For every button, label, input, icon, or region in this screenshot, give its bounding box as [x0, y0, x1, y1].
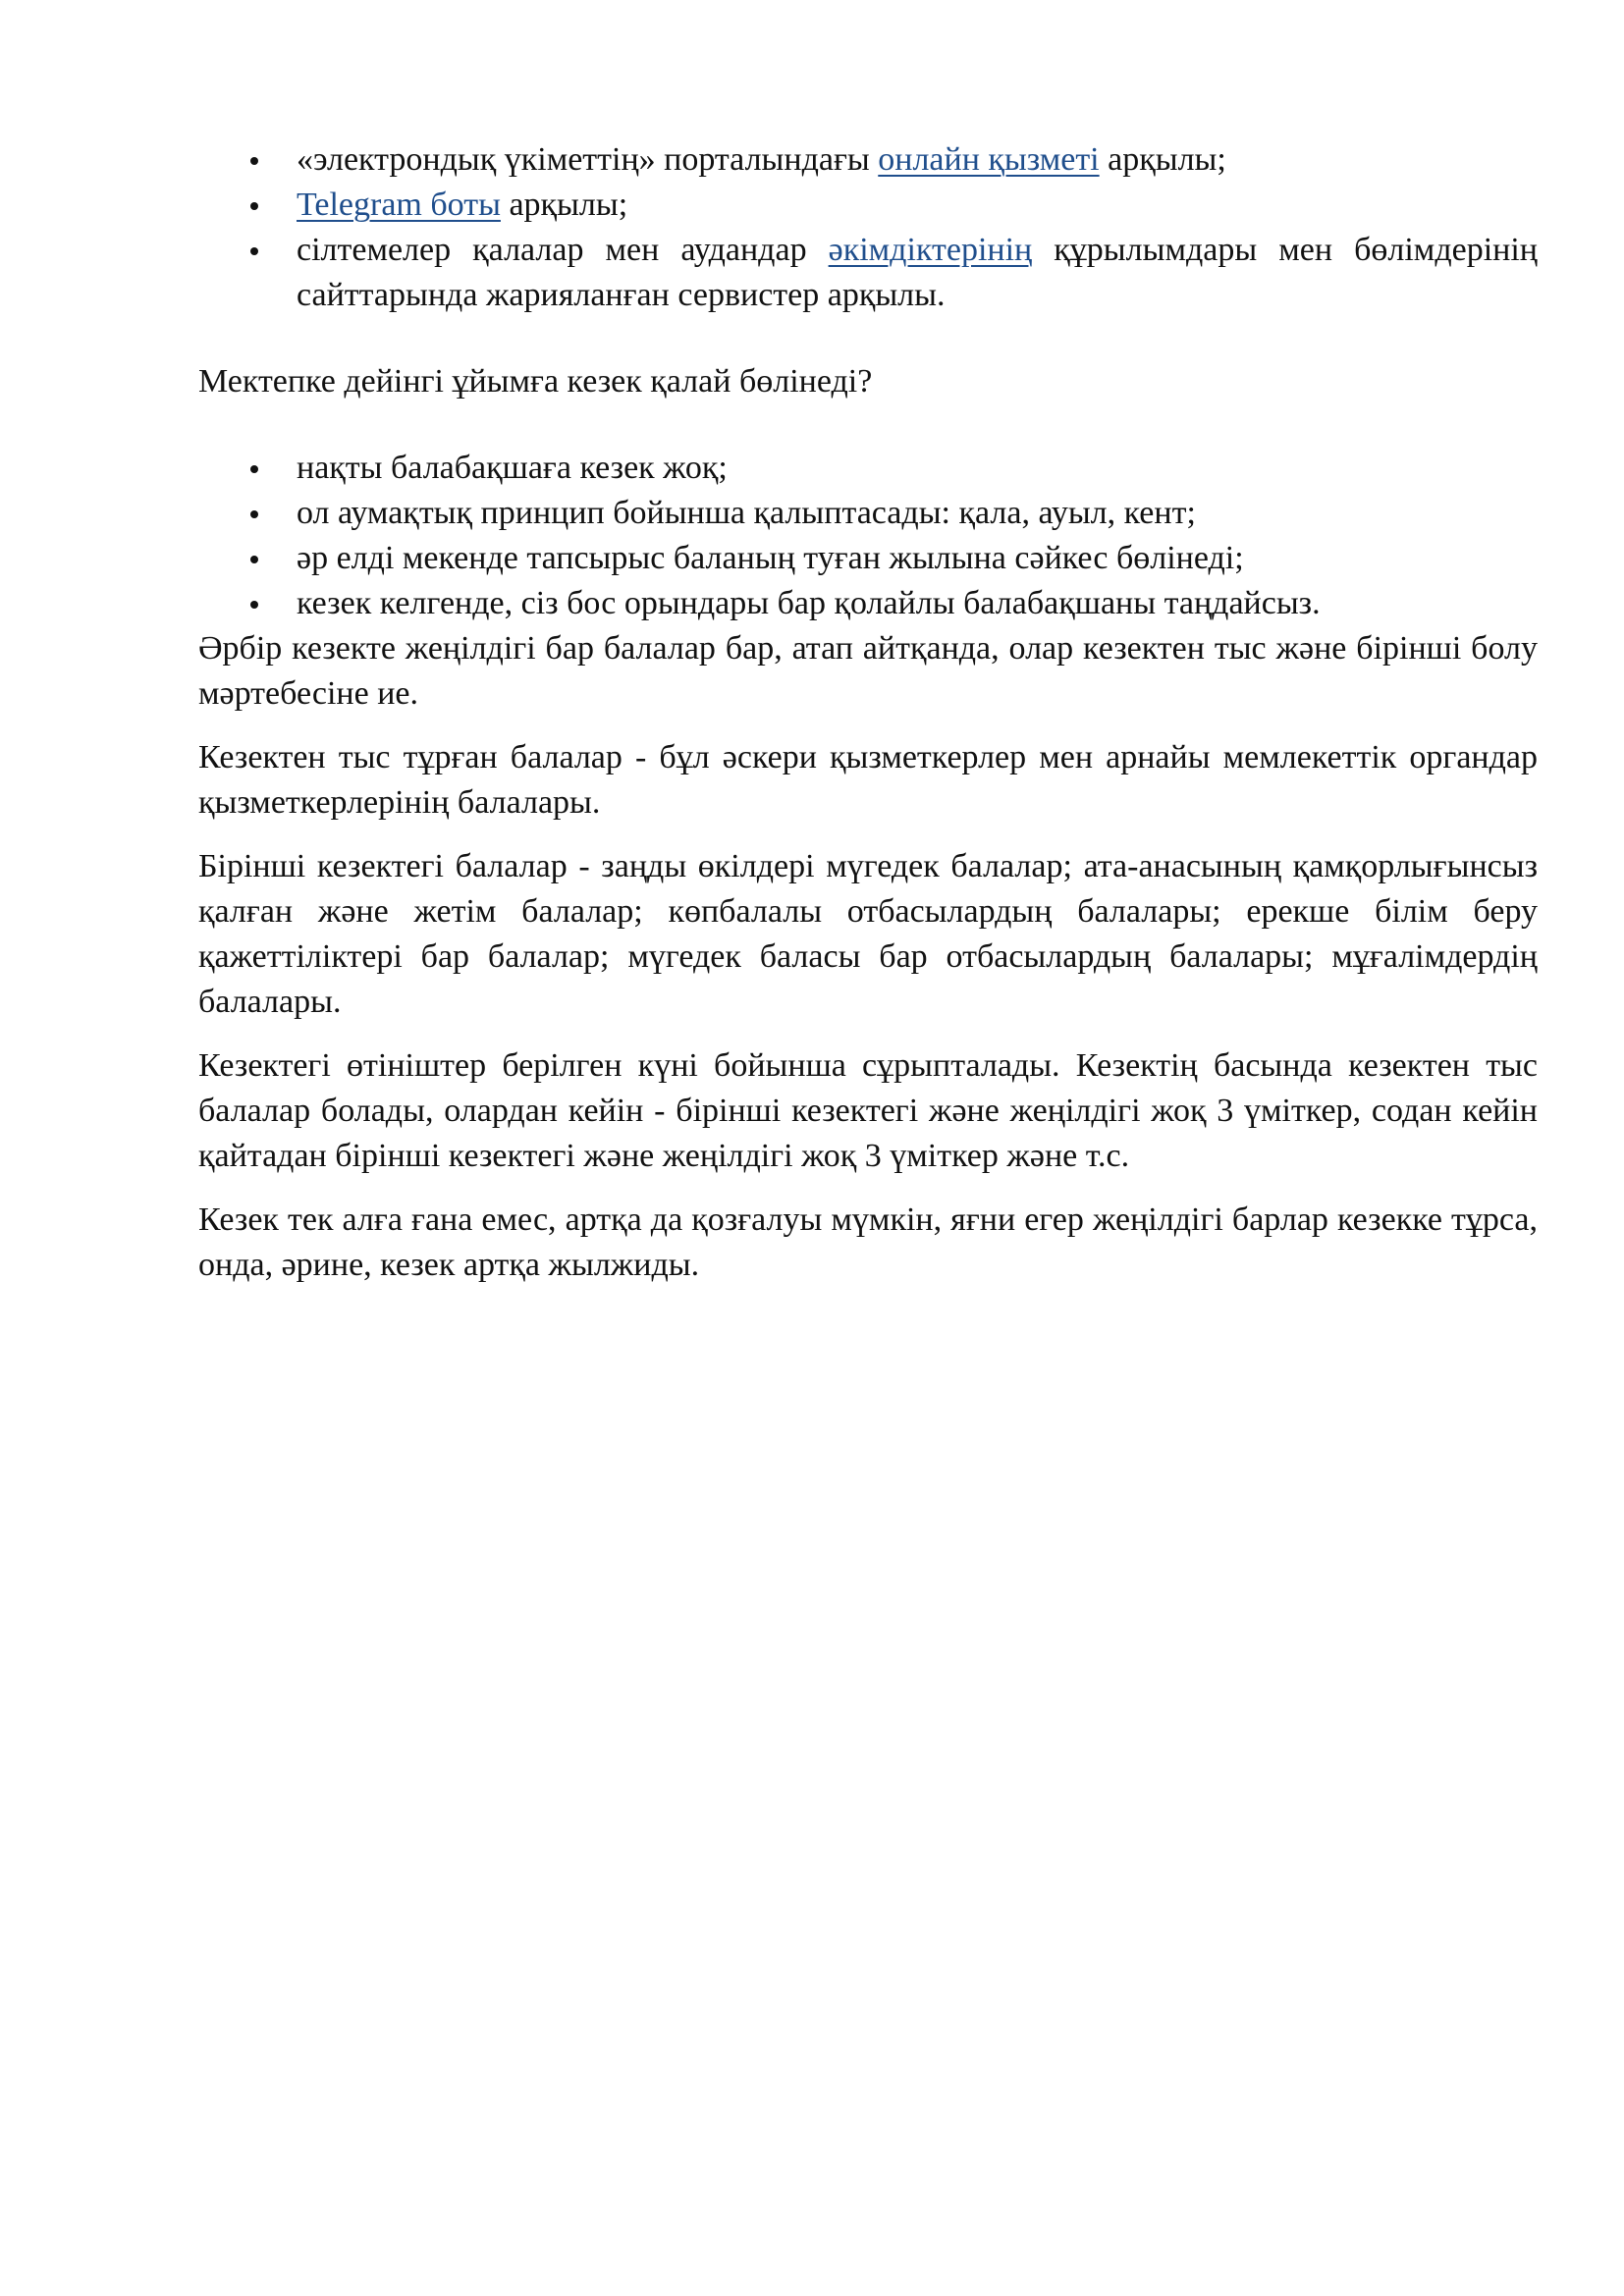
paragraph: Кезек тек алға ғана емес, артқа да қозғалуы мүмкін, яғни егер жеңілдігі барлар кезекке тұрса, онда, әрине, кезек артқа жылжиды. [198, 1201, 1538, 1283]
bullet-icon [250, 247, 258, 255]
bullet-icon [250, 510, 258, 518]
list-item [198, 228, 1538, 318]
list-item-text: құрылымдары мен бөлімдерінің сайттарында жарияланған сервистер арқылы. [297, 232, 1538, 313]
paragraph: Бірінші кезектегі балалар - заңды өкілдері мүгедек балалар; ата-анасының қамқорлығынсыз қалған және жетім балалар; көпбалалы отбасылардың балалары; ерекше білім беру қажеттіліктері бар балалар; мүгедек баласы бар отбасылардың балалары; мұғалімдердің балалары. [198, 848, 1538, 1020]
online-service-link[interactable]: онлайн қызметі [878, 141, 1100, 178]
telegram-bot-link[interactable]: Telegram боты [297, 187, 501, 223]
bullet-icon [250, 465, 258, 473]
list-item-text: арқылы; [500, 187, 628, 223]
list-item [198, 536, 1538, 581]
list-item [198, 183, 1538, 228]
list-item-text: «электрондық үкіметтің» порталындағы [297, 141, 879, 178]
bullet-icon [250, 202, 258, 210]
list-item-text: ол аумақтық принцип бойынша қалыптасады: қала, ауыл, кент; [297, 495, 1196, 531]
akimat-link[interactable]: әкімдіктерінің [828, 232, 1033, 268]
paragraph: Кезектегі өтініштер берілген күні бойынша сұрыпталады. Кезектің басында кезектен тыс балалар болады, олардан кейін - бірінші кезектегі және жеңілдігі жоқ 3 үміткер, содан кейін қайтадан бірінші кезектегі және жеңілдігі жоқ 3 үміткер және т.с. [198, 1047, 1538, 1174]
bullet-icon [250, 556, 258, 563]
list-item [198, 137, 1538, 183]
list-item [198, 491, 1538, 536]
queue-question: Мектепке дейінгі ұйымға кезек қалай бөлінеді? [198, 363, 873, 400]
list-item [198, 581, 1538, 626]
list-item-text: әр елді мекенде тапсырыс баланың туған жылына сәйкес бөлінеді; [297, 540, 1244, 576]
list-item-text: сілтемелер қалалар мен аудандар [297, 232, 829, 268]
list-item-text: арқылы; [1099, 141, 1226, 178]
list-item [198, 446, 1538, 491]
bullet-icon [250, 157, 258, 165]
paragraph: Әрбір кезекте жеңілдігі бар балалар бар, атап айтқанда, олар кезектен тыс және бірінші болу мәртебесіне ие. [198, 630, 1538, 712]
list-item-text: нақты балабақшаға кезек жоқ; [297, 450, 728, 486]
list-item-text: кезек келгенде, сіз бос орындары бар қолайлы балабақшаны таңдайсыз. [297, 585, 1321, 621]
paragraph: Кезектен тыс тұрған балалар - бұл әскери қызметкерлер мен арнайы мемлекеттік органдар қызметкерлерінің балалары. [198, 739, 1538, 821]
application-methods-list [198, 137, 1538, 318]
bullet-icon [250, 601, 258, 609]
queue-rules-list [198, 446, 1538, 626]
document-page [198, 137, 1538, 1307]
